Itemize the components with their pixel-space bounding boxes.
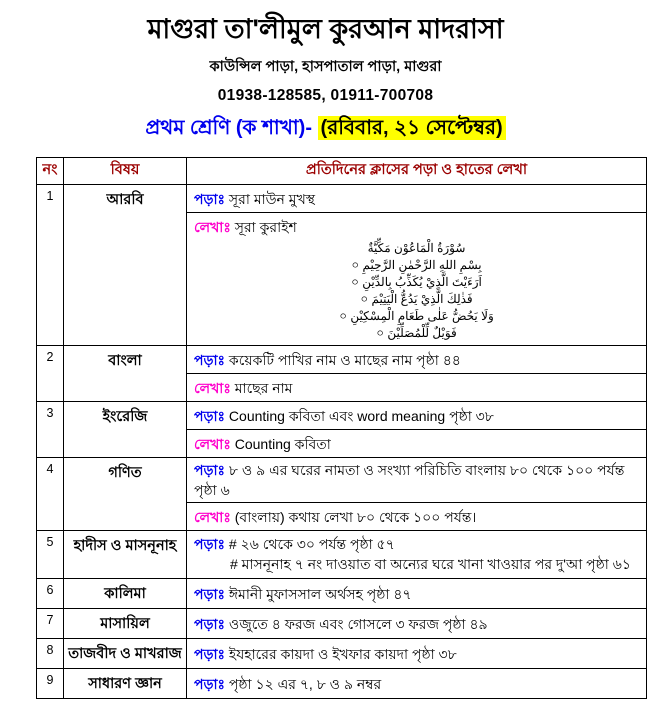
read-label: পড়াঃ (194, 462, 226, 478)
arabic-verse-line: وَلَا يَحُضُّ عَلٰى طَعَامِ الْمِسْكِيْنِ ০ (339, 309, 494, 323)
read-text: পৃষ্ঠা ১২ এর ৭, ৮ ও ৯ নম্বর (228, 675, 382, 692)
read-cell (187, 346, 647, 374)
arabic-verse-line: فَوَيْلٌ لِّلْمُصَلِّيْنَ ০ (376, 326, 457, 340)
read-label: পড়াঃ (194, 407, 226, 424)
subject-cell: হাদীস ও মাসনূনাহ (64, 531, 187, 579)
subject-cell: বাংলা (64, 346, 187, 402)
read-label: পড়াঃ (194, 645, 226, 662)
table-row (37, 458, 647, 503)
table-row (37, 346, 647, 374)
read-label: পড়াঃ (194, 536, 226, 552)
read-cell (187, 185, 647, 213)
phone-numbers: 01938-128585, 01911-700708 (217, 87, 434, 104)
row-number: 1 (37, 185, 64, 346)
table-header-row (37, 158, 647, 185)
class-date-line (0, 113, 651, 146)
arabic-verse-line: فَذٰلِكَ الَّذِيْ يَدُعُّ الْيَتِيْمَ ০ (360, 292, 473, 306)
document-header (0, 0, 651, 146)
subject-cell: তাজবীদ ও মাখরাজ (64, 639, 187, 669)
read-line (194, 534, 639, 554)
col-header-no: নং (37, 158, 64, 185)
read-label: পড়াঃ (194, 675, 226, 692)
col-header-content: প্রতিদিনের ক্লাসের পড়া ও হাতের লেখা (187, 158, 647, 185)
write-text: (বাংলায়) কথায় লেখা ৮০ থেকে ১০০ পর্যন্ত। (234, 508, 477, 525)
class-name: প্রথম শ্রেণি (ক শাখা)- (145, 117, 318, 139)
write-cell (187, 503, 647, 531)
read-cell (187, 579, 647, 609)
table-row (37, 531, 647, 579)
read-line-2: # মাসনূনাহ ৭ নং দাওয়াত বা অন্যের ঘরে খানা খাওয়ার পর দু'আ পৃষ্ঠা ৬১ (230, 556, 631, 572)
read-text: Counting কবিতা এবং word meaning পৃষ্ঠা ৩৮ (228, 407, 494, 424)
table-row (37, 639, 647, 669)
write-label: লেখাঃ (194, 435, 231, 452)
madrasa-title: মাগুরা তা'লীমুল কুরআন মাদরাসা (147, 14, 504, 44)
write-label: লেখাঃ (194, 379, 231, 396)
read-label: পড়াঃ (194, 190, 226, 207)
read-text: ইযহারের কায়দা ও ইখফার কায়দা পৃষ্ঠা ৩৮ (228, 645, 457, 662)
date-highlight: (রবিবার, ২১ সেপ্টেম্বর) (318, 116, 506, 140)
arabic-verse-line: سُوْرَةُ الْمَاعُوْن مَكِّيَّةٌ (367, 241, 466, 255)
write-text: Counting কবিতা (234, 435, 331, 452)
read-cell (187, 669, 647, 699)
subject-cell: মাসায়িল (64, 609, 187, 639)
read-cell (187, 402, 647, 430)
address-line: কাউন্সিল পাড়া, হাসপাতাল পাড়া, মাগুরা (209, 59, 442, 75)
read-text: কয়েকটি পাখির নাম ও মাছের নাম পৃষ্ঠা ৪৪ (228, 351, 461, 368)
read-label: পড়াঃ (194, 615, 226, 632)
row-number: 6 (37, 579, 64, 609)
write-line (194, 217, 639, 237)
table-row (37, 185, 647, 213)
read-label: পড়াঃ (194, 351, 226, 368)
subject-cell: গণিত (64, 458, 187, 531)
table-row (37, 669, 647, 699)
row-number: 5 (37, 531, 64, 579)
read-cell (187, 458, 647, 503)
table-row (37, 402, 647, 430)
row-number: 8 (37, 639, 64, 669)
lesson-table (36, 157, 647, 699)
table-row (37, 579, 647, 609)
write-cell (187, 374, 647, 402)
subject-cell: ইংরেজি (64, 402, 187, 458)
write-cell (187, 430, 647, 458)
row-number: 3 (37, 402, 64, 458)
read-cell (187, 609, 647, 639)
subject-cell: আরবি (64, 185, 187, 346)
read-cell (187, 531, 647, 579)
row-number: 2 (37, 346, 64, 402)
write-text: মাছের নাম (234, 379, 293, 396)
row-number: 9 (37, 669, 64, 699)
subject-cell: কালিমা (64, 579, 187, 609)
write-label: লেখাঃ (194, 219, 231, 235)
col-header-subject: বিষয় (64, 158, 187, 185)
write-cell (187, 213, 647, 346)
arabic-verse-line: بِسْمِ اللهِ الرَّحْمٰنِ الرَّحِيْمِ ০ (351, 258, 482, 272)
read-text: সূরা মাউন মুখস্থ (228, 190, 316, 207)
table-row (37, 609, 647, 639)
row-number: 7 (37, 609, 64, 639)
write-text: সূরা কুরাইশ (234, 219, 297, 235)
row-number: 4 (37, 458, 64, 531)
arabic-verse-line: اَرَءَيْتَ الَّذِيْ يُكَذِّبُ بِالدِّيْنِ ০ (351, 275, 482, 289)
read-text: ঈমানী মুফাসসাল অর্থসহ পৃষ্ঠা ৪৭ (228, 585, 412, 602)
read-text: ৮ ও ৯ এর ঘরের নামতা ও সংখ্যা পরিচিতি বাংলায় ৮০ থেকে ১০০ পর্যন্ত পৃষ্ঠা ৬ (194, 462, 625, 498)
arabic-surah-block (194, 240, 639, 342)
write-label: লেখাঃ (194, 508, 231, 525)
subject-cell: সাধারণ জ্ঞান (64, 669, 187, 699)
read-cell (187, 639, 647, 669)
read-text: # ২৬ থেকে ৩০ পর্যন্ত পৃষ্ঠা ৫৭ (228, 536, 395, 552)
read-text: ওজুতে ৪ ফরজ এবং গোসলে ৩ ফরজ পৃষ্ঠা ৪৯ (228, 615, 488, 632)
read-label: পড়াঃ (194, 585, 226, 602)
